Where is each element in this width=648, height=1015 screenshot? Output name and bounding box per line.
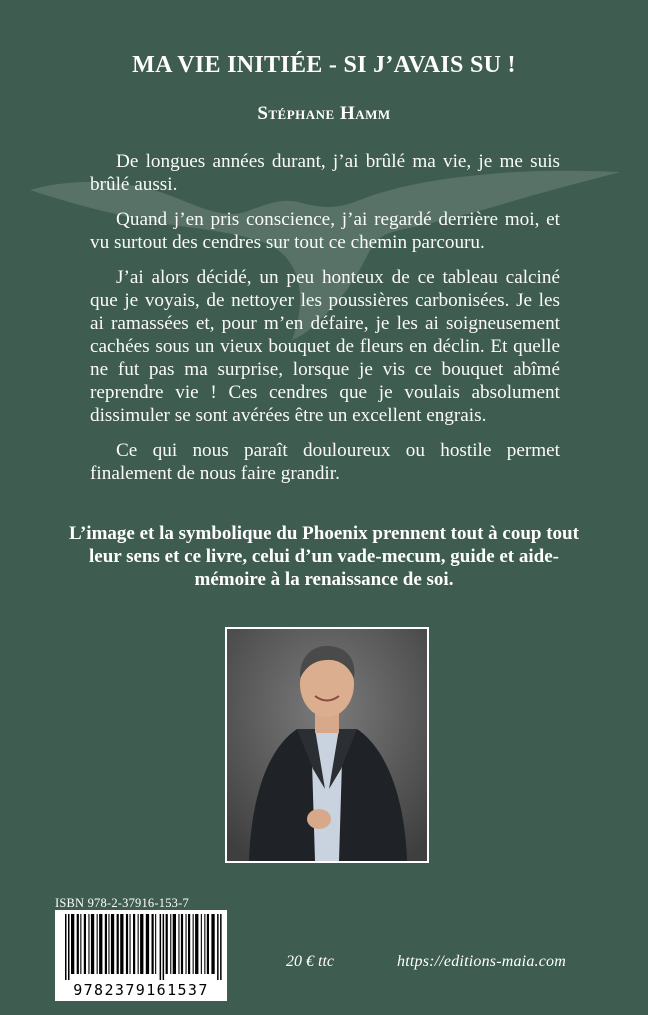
blurb-text [90,150,560,497]
barcode-number: 9782379161537 [73,981,209,999]
blurb-paragraph: Quand j’en pris conscience, j’ai regardé derrière moi, et vu surtout des cendres sur tout ce chemin parcouru. [90,209,560,253]
price: 20 € ttc [286,953,334,970]
author-photo [225,627,429,863]
publisher-website: https://editions-maia.com [397,953,566,970]
author-name: Stéphane Hamm [257,103,391,124]
barcode [55,910,227,1001]
blurb-paragraph: De longues années durant, j’ai brûlé ma vie, je me suis brûlé aussi. [90,151,560,195]
isbn-label: ISBN 978-2-37916-153-7 [55,896,189,910]
book-title: MA VIE INITIÉE - SI J’AVAIS SU ! [132,52,516,78]
blurb-paragraph: J’ai alors décidé, un peu honteux de ce tableau calciné que je voyais, de nettoyer les poussières carbonisées. Je les ai ramassées et, pour m’en défaire, je les ai soigneusement cachées sous un vieux bouquet de fleurs en déclin. Et quelle ne fut pas ma surprise, lorsque je vis ce bouquet abîmé reprendre vie ! Ces cendres que je voulais absolument dissimuler se sont avérées être un excellent engrais. [90,267,560,426]
blurb-paragraph: Ce qui nous paraît douloureux ou hostile permet finalement de nous faire grandir. [90,440,560,484]
tagline: L’image et la symbolique du Phoenix prennent tout à coup tout leur sens et ce livre, celui d’un vade-mecum, guide et aide-mémoire à la renaissance de soi. [69,523,579,590]
barcode-bars-icon [55,910,227,982]
